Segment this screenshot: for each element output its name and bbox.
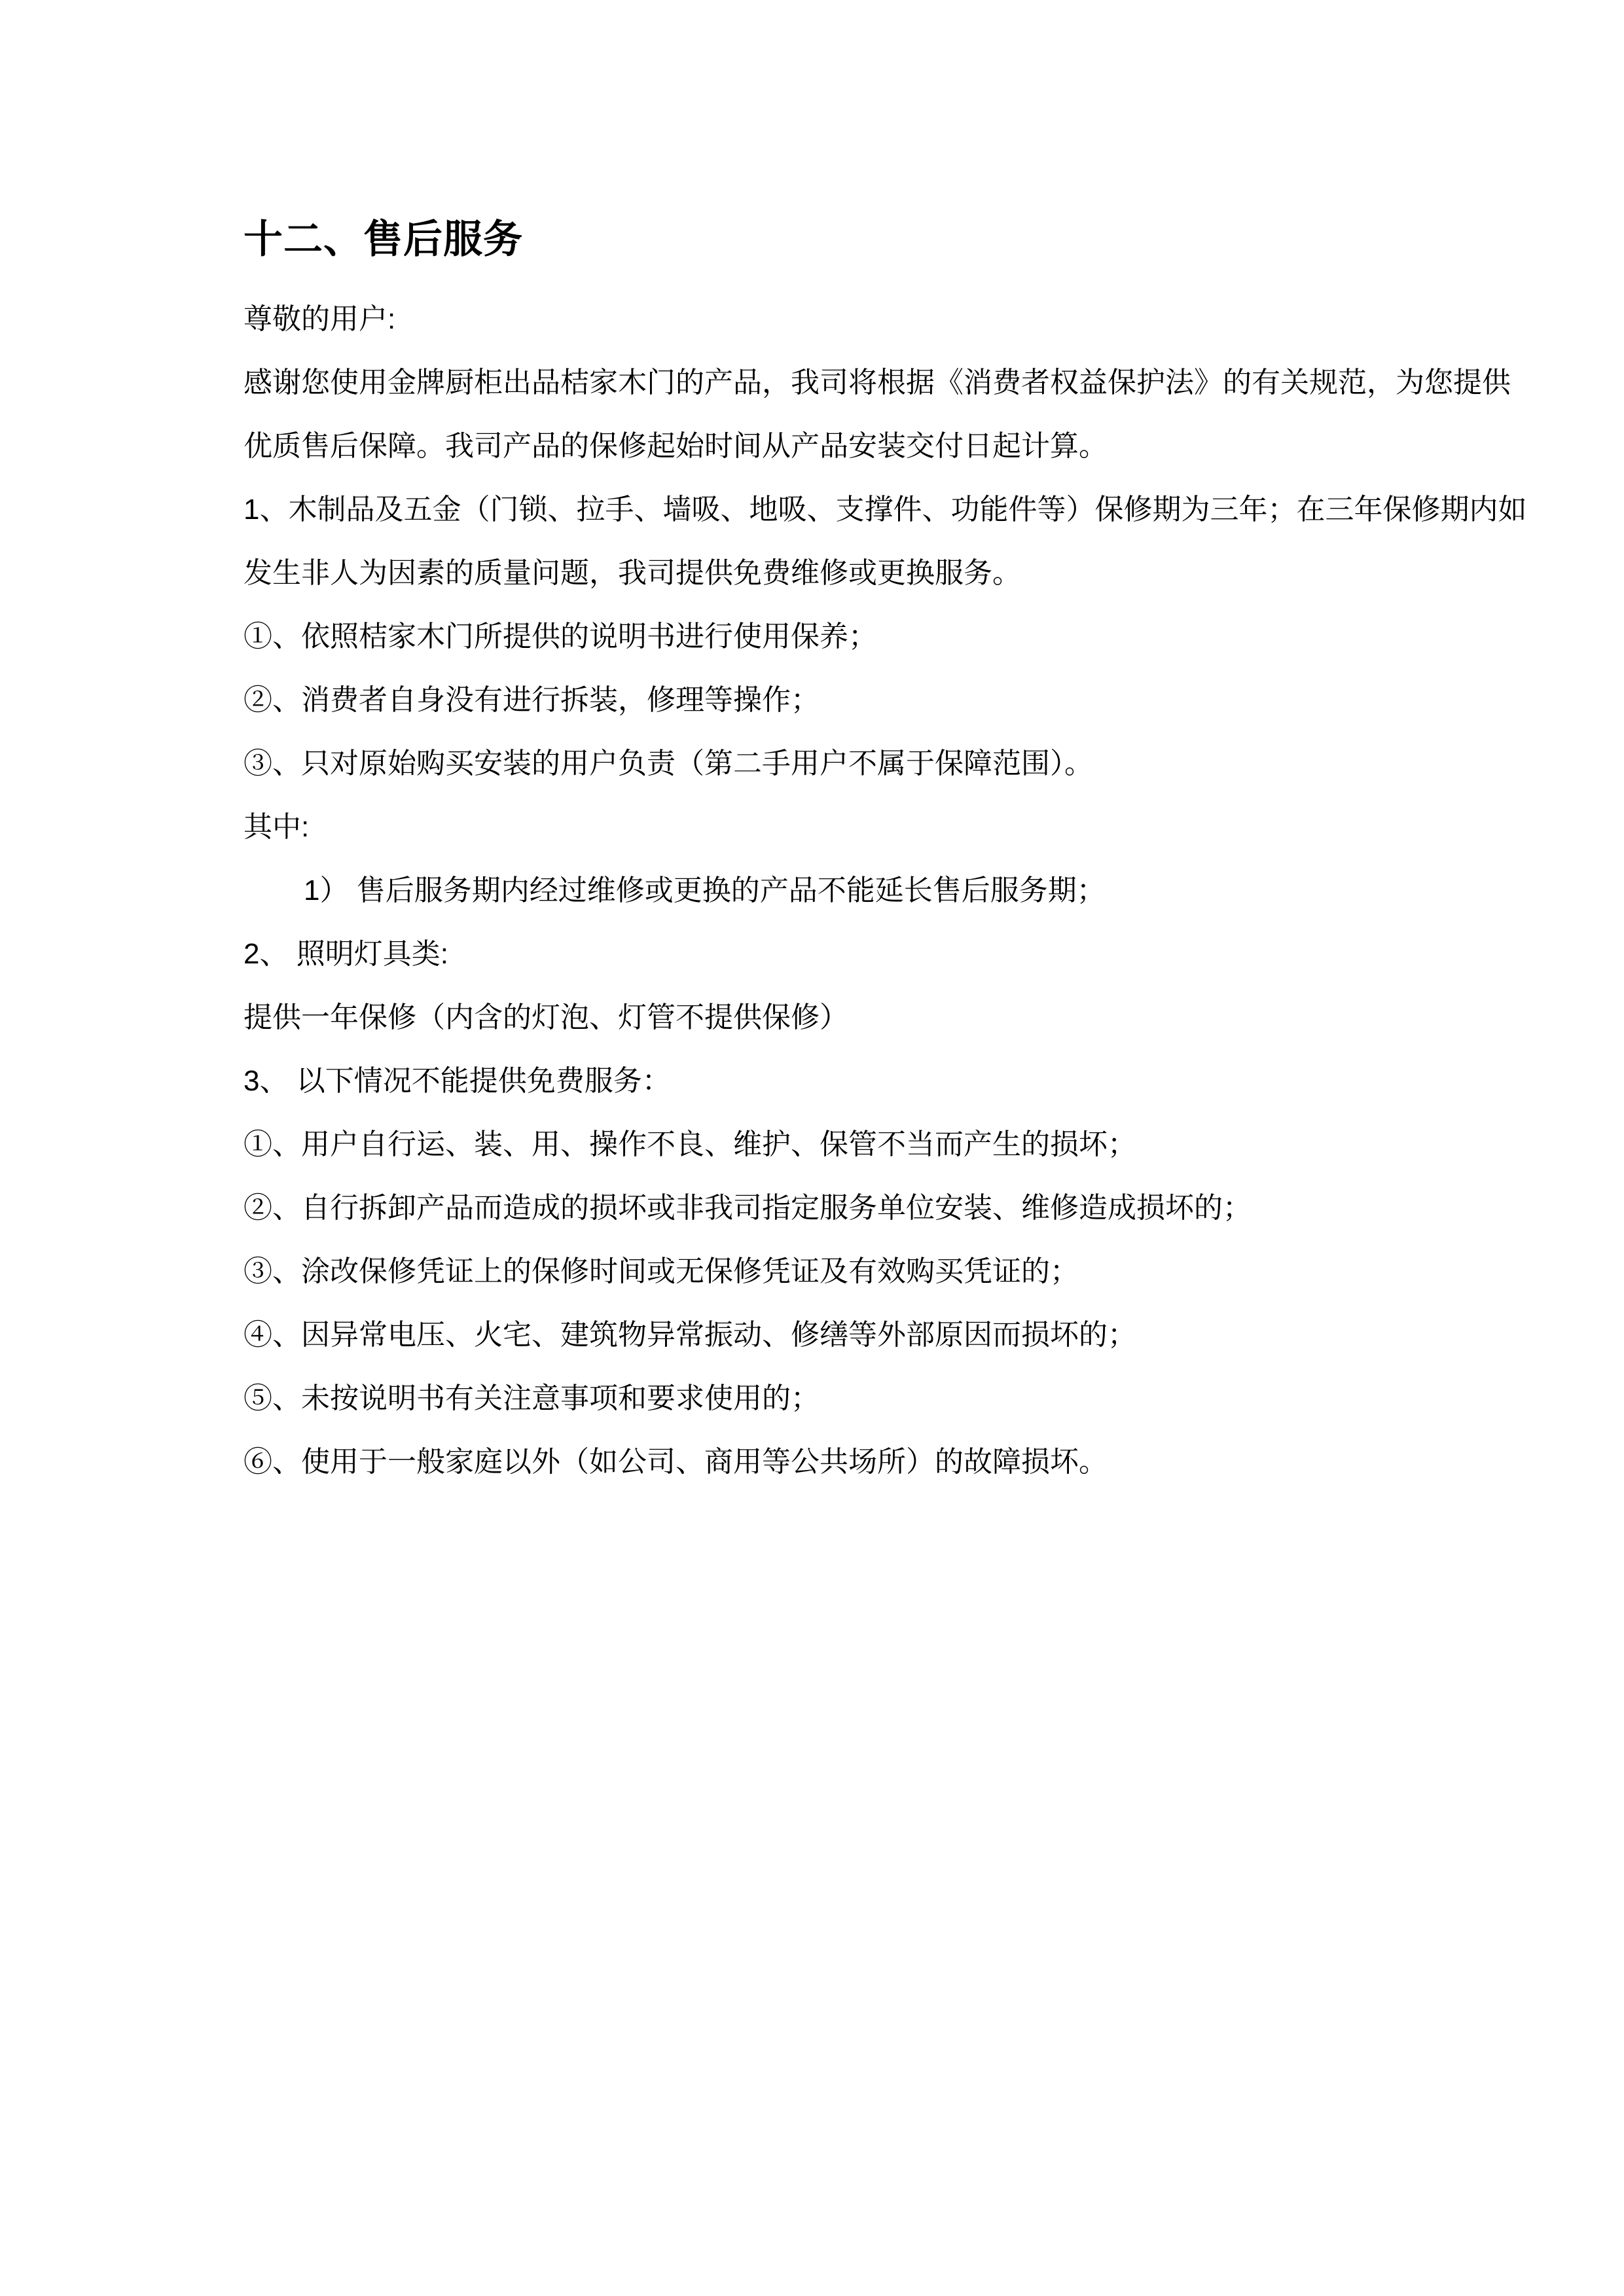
doc-line: ④、因异常电压、火宅、建筑物异常振动、修缮等外部原因而损坏的；: [244, 1319, 1136, 1351]
doc-line: 1） 售后服务期内经过维修或更换的产品不能延长售后服务期；: [304, 874, 1106, 906]
doc-line: 其中:: [244, 811, 310, 843]
doc-line: ⑥、使用于一般家庭以外（如公司、商用等公共场所）的故障损坏。: [244, 1446, 1108, 1478]
doc-line: 感谢您使用金牌厨柜出品桔家木门的产品，我司将根据《消费者权益保护法》的有关规范，为您提供: [244, 367, 1511, 399]
doc-line: ②、消费者自身没有进行拆装，修理等操作；: [244, 684, 820, 716]
doc-line: 1、木制品及五金（门锁、拉手、墙吸、地吸、支撑件、功能件等）保修期为三年；在三年保修期内如: [244, 493, 1527, 526]
doc-line: ②、自行拆卸产品而造成的损坏或非我司指定服务单位安装、维修造成损坏的；: [244, 1192, 1252, 1224]
doc-line: ③、涂改保修凭证上的保修时间或无保修凭证及有效购买凭证的；: [244, 1255, 1079, 1287]
doc-line: 3、 以下情况不能提供免费服务：: [244, 1065, 671, 1097]
doc-line: 发生非人为因素的质量问题，我司提供免费维修或更换服务。: [244, 557, 1021, 589]
doc-line: 2、 照明灯具类:: [244, 938, 448, 970]
doc-line: ③、只对原始购买安装的用户负责（第二手用户不属于保障范围）。: [244, 747, 1093, 780]
doc-line: 尊敬的用户:: [244, 303, 396, 335]
doc-line: ①、用户自行运、装、用、操作不良、维护、保管不当而产生的损坏；: [244, 1128, 1136, 1160]
page-title: 十二、售后服务: [244, 217, 523, 261]
document-body: [244, 287, 1526, 1494]
doc-line: 优质售后保障。我司产品的保修起始时间从产品安装交付日起计算。: [244, 430, 1108, 462]
doc-line: ⑤、未按说明书有关注意事项和要求使用的；: [244, 1382, 820, 1414]
document-content: [244, 0, 1526, 1494]
doc-line: ①、依照桔家木门所提供的说明书进行使用保养；: [244, 620, 877, 653]
doc-line: 提供一年保修（内含的灯泡、灯管不提供保修）: [244, 1001, 848, 1033]
